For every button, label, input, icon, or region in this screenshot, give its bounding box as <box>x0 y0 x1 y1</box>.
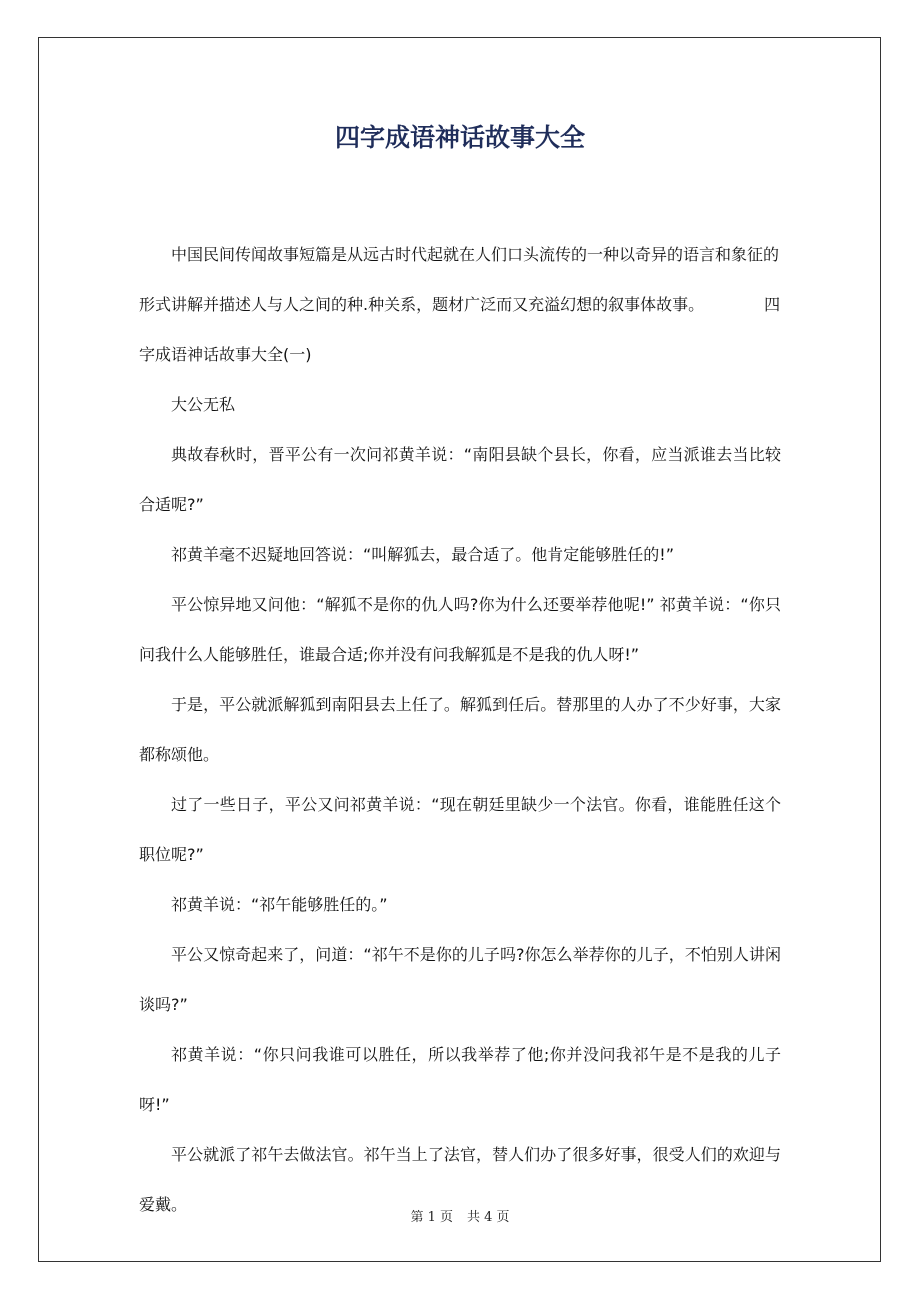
body-paragraph: 平公惊异地又问他：“解狐不是你的仇人吗?你为什么还要举荐他呢!” 祁黄羊说：“你只问我什么人能够胜任，谁最合适;你并没有问我解狐是不是我的仇人呀!” <box>139 595 781 664</box>
intro-paragraph <box>139 230 781 380</box>
body-paragraph: 典故春秋时，晋平公有一次问祁黄羊说：“南阳县缺个县长，你看，应当派谁去当比较合适呢?” <box>139 445 781 514</box>
body-paragraph: 平公又惊奇起来了，问道：“祁午不是你的儿子吗?你怎么举荐你的儿子，不怕别人讲闲谈吗?” <box>139 945 781 1014</box>
intro-text: 中国民间传闻故事短篇是从远古时代起就在人们口头流传的一种以奇异的语言和象征的形式讲解并描述人与人之间的种.种关系，题材广泛而又充溢幻想的叙事体故事。 <box>139 245 780 314</box>
document-body <box>139 230 781 1230</box>
body-paragraph: 祁黄羊毫不迟疑地回答说：“叫解狐去，最合适了。他肯定能够胜任的!” <box>171 545 674 564</box>
body-paragraph: 祁黄羊说：“祁午能够胜任的。” <box>171 895 388 914</box>
intro-tail: 四字成语神话故事大全(一) <box>139 295 781 364</box>
document-title: 四字成语神话故事大全 <box>334 123 585 152</box>
story-heading: 大公无私 <box>171 395 236 414</box>
body-paragraph: 过了一些日子，平公又问祁黄羊说：“现在朝廷里缺少一个法官。你看，谁能胜任这个职位呢?” <box>139 795 781 864</box>
page-footer <box>0 1206 920 1225</box>
page-total: 共 4 页 <box>467 1210 510 1225</box>
body-paragraph: 祁黄羊说：“你只问我谁可以胜任，所以我举荐了他;你并没问我祁午是不是我的儿子呀!” <box>139 1045 781 1114</box>
body-paragraph: 平公就派了祁午去做法官。祁午当上了法官，替人们办了很多好事，很受人们的欢迎与爱戴。 <box>139 1145 781 1214</box>
page-number: 第 1 页 <box>410 1210 453 1225</box>
body-paragraph: 于是，平公就派解狐到南阳县去上任了。解狐到任后。替那里的人办了不少好事，大家都称颂他。 <box>139 695 781 764</box>
